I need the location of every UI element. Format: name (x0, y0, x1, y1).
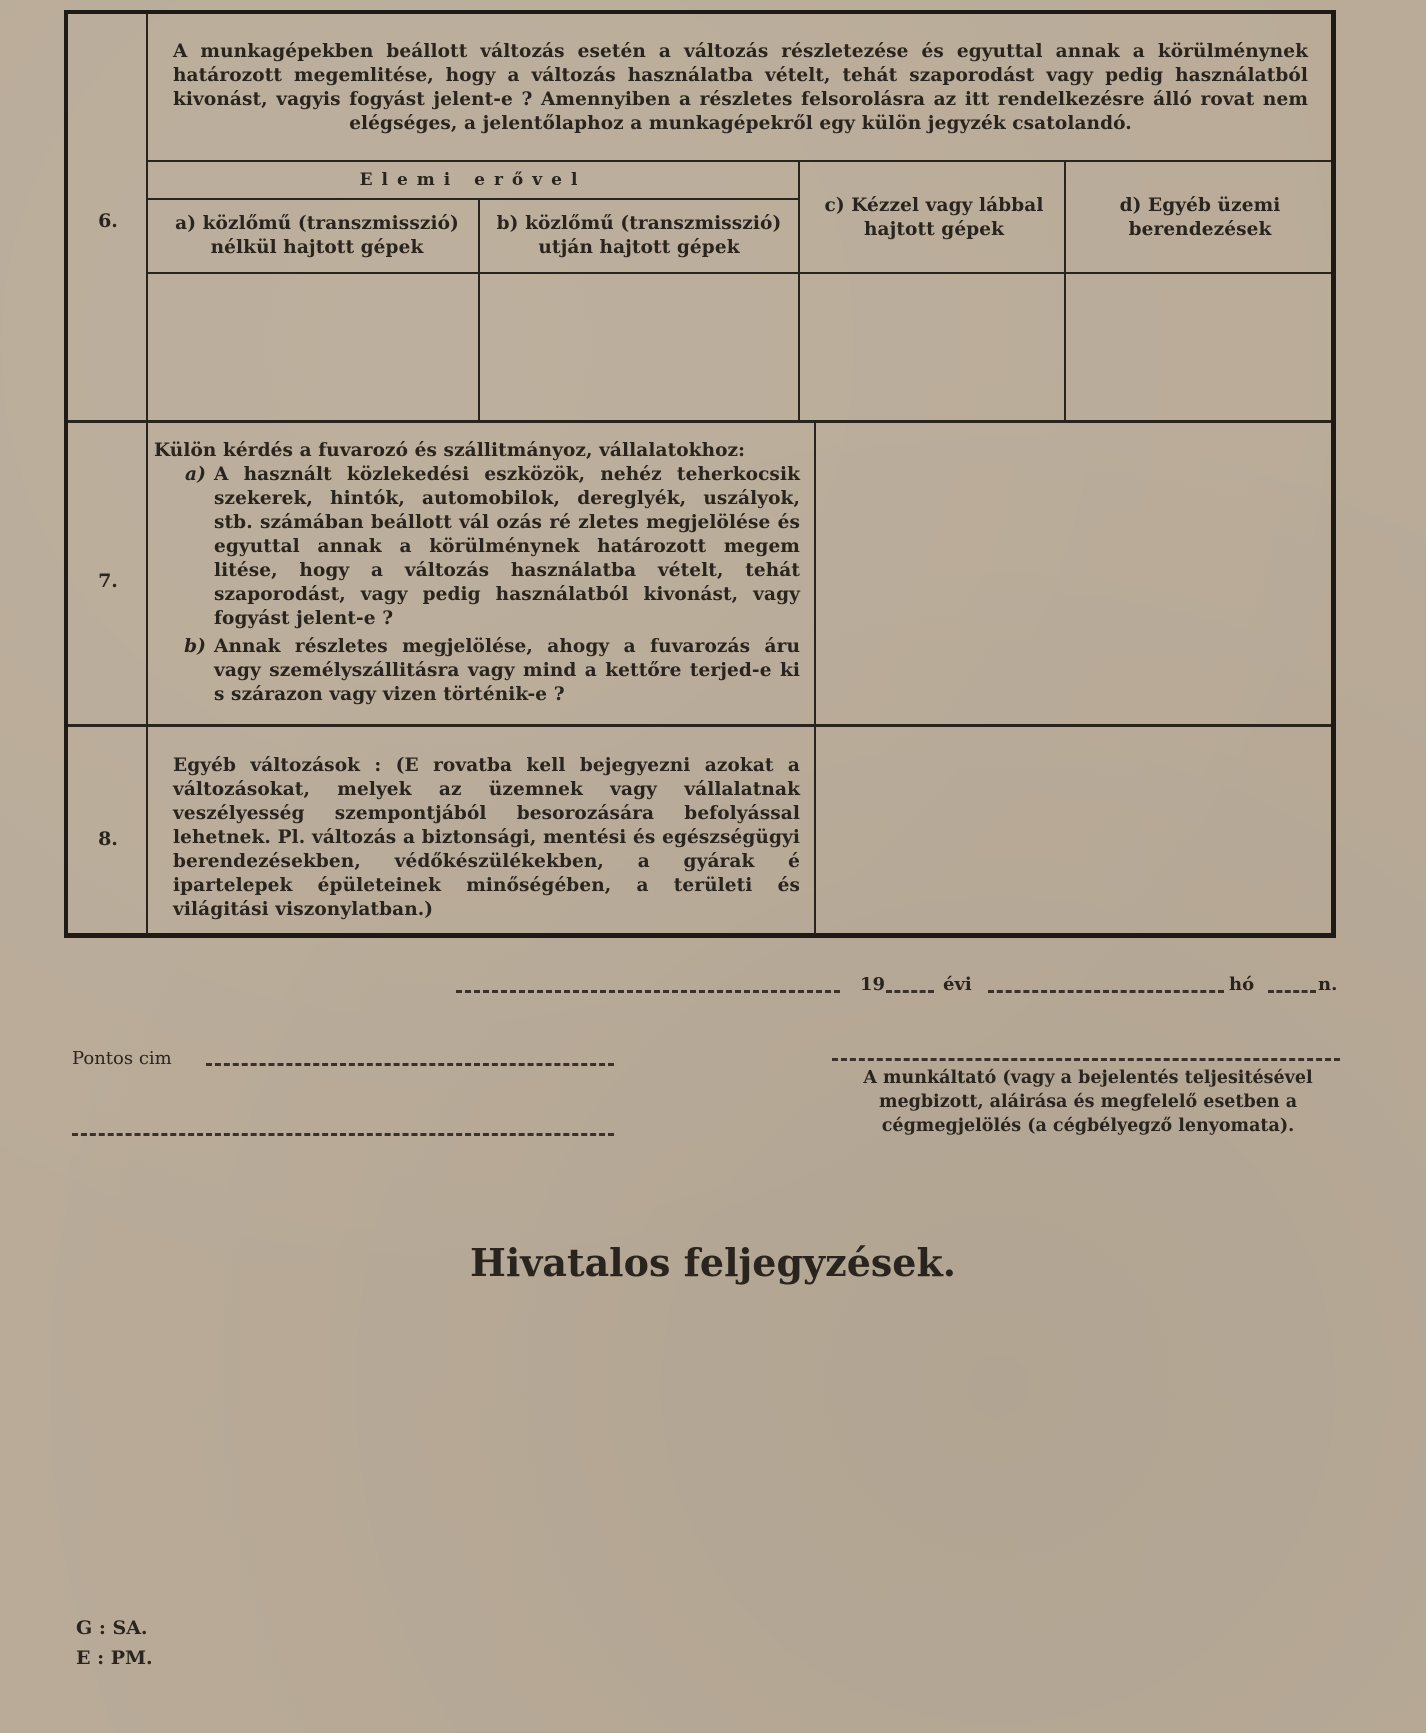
section8-question: Egyéb változások : (E rovatba kell bejegyezni azokat a változásokat, melyek az üzemnek vagy vállalatnak veszélyesség szempontjából besorozására befolyással lehetnek. Pl. változás a biztonsági, mentési és egészségügyi berendezésekben, védőkészülékekben, a gyárak é ipartelepek épületeinek minőségében, a területi és világitási viszonylatban.) (173, 755, 800, 920)
official-notes-title: Hivatalos feljegyzések. (469, 1240, 957, 1285)
section7-a-text: A használt közlekedési eszközök, nehéz teherkocsik szekerek, hintók, automobilok, dereglyék, uszályok, stb. számában beállott vál ozás ré zletes megjelölése és egyuttal annak a körülménynek határozott megem litése, hogy a változás használatba vételt, tehát szaporodást, vagy pedig használatból kivonást, vagy fogyást jelent-e ? (214, 464, 800, 629)
year-line (886, 990, 934, 993)
year-suffix: évi (943, 974, 972, 995)
address-line-2 (72, 1133, 614, 1136)
code-g: G : SA. (76, 1617, 148, 1639)
month-label: hó (1229, 974, 1255, 995)
section6-intro-divider (148, 160, 1331, 162)
address-line-1 (206, 1063, 614, 1066)
section6-intro: A munkagépekben beállott változás esetén a változás részletezése és egyuttal annak a körülménynek határozott megemlitése, hogy a változás használatba vételt, tehát szaporodást vagy pedig használatból kivonást, vagyis fogyást jelent-e ? Amennyiben a részletes felsorolásra az itt rendelkezésre álló rovat nem elégséges, a jelentőlaphoz a munkagépekről egy külön jegyzék csatolandó. (173, 41, 1308, 134)
col-bc-divider (798, 162, 800, 422)
section6-col-d-header: d) Egyéb üzemi berendezések (1119, 195, 1281, 240)
section6-col-c-header: c) Kézzel vagy lábbal hajtott gépek (824, 195, 1044, 240)
section6-number: 6. (98, 210, 118, 232)
section6-col-b-header: b) közlőmű (transzmisszió) utján hajtott gépek (496, 213, 782, 258)
col-header-divider (148, 272, 1331, 274)
col-cd-divider (1064, 162, 1066, 422)
group-header-divider (148, 198, 798, 200)
number-column-divider (146, 14, 148, 934)
section7-answer-divider (814, 423, 816, 934)
year-prefix: 19 (860, 974, 886, 995)
place-line (456, 990, 840, 993)
section7-part-b (168, 635, 800, 707)
section6-group-header: Elemi erővel (359, 170, 587, 190)
signature-line (832, 1058, 1340, 1061)
section7-number: 7. (98, 570, 118, 592)
section8-number: 8. (98, 828, 118, 850)
section7-question (154, 439, 800, 707)
section7-bottom-divider (68, 724, 1331, 727)
col-ab-divider (478, 200, 480, 422)
month-line (988, 990, 1224, 993)
form-codes (76, 1613, 153, 1673)
section7-part-a (168, 463, 800, 631)
code-e: E : PM. (76, 1647, 153, 1669)
section7-b-label: b) (184, 636, 206, 657)
address-label: Pontos cim (72, 1048, 172, 1069)
day-label: n. (1318, 974, 1338, 995)
signature-caption: A munkáltató (vagy a bejelentés teljesitésével megbizott, aláirása és megfelelő esetben a cégmegjelölés (a cégbélyegző lenyomata). (863, 1068, 1313, 1136)
section7-a-label: a) (185, 464, 206, 485)
section7-heading: Külön kérdés a fuvarozó és szállitmányoz, vállalatokhoz: (154, 440, 746, 461)
section6-bottom-divider (68, 420, 1331, 423)
day-line (1268, 990, 1316, 993)
section7-b-text: Annak részletes megjelölése, ahogy a fuvarozás áru vagy személyszállitásra vagy mind a kettőre terjed-e ki s szárazon vagy vizen történik-e ? (214, 636, 800, 705)
section6-col-a-header: a) közlőmű (transzmisszió) nélkül hajtott gépek (175, 213, 459, 258)
change-report-table (64, 10, 1336, 938)
